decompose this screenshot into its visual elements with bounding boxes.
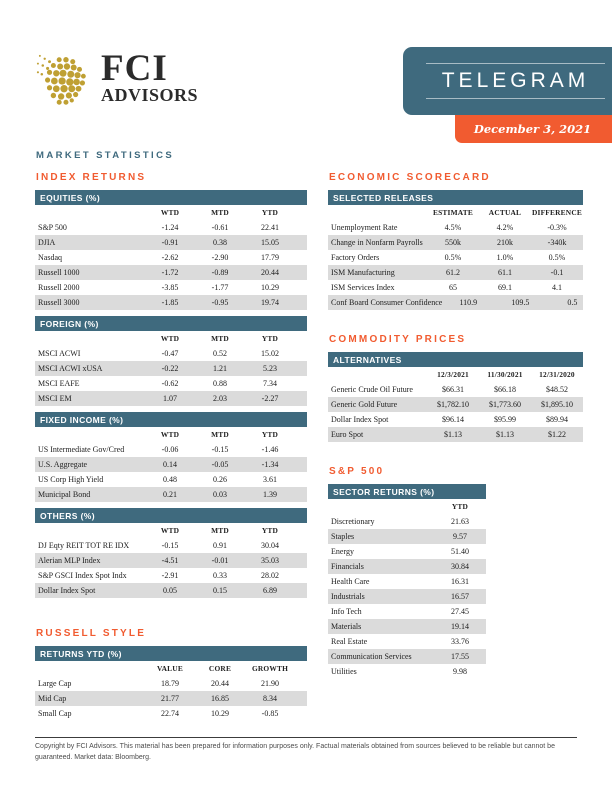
row-label: Russell 3000 bbox=[38, 298, 80, 307]
cell-value: $96.14 bbox=[442, 415, 464, 424]
table-row bbox=[328, 574, 486, 589]
cell-value: -0.3% bbox=[547, 223, 567, 232]
cell-value: -2.62 bbox=[161, 253, 179, 262]
table-row bbox=[328, 280, 583, 295]
row-label: MSCI ACWI xUSA bbox=[38, 364, 103, 373]
table-row bbox=[328, 250, 583, 265]
table-row bbox=[35, 583, 307, 598]
cell-value: 0.14 bbox=[163, 460, 177, 469]
row-label: Alerian MLP Index bbox=[38, 556, 101, 565]
table-row bbox=[35, 235, 307, 250]
table-row bbox=[35, 553, 307, 568]
column-header-row bbox=[35, 331, 307, 346]
cell-value: 21.90 bbox=[261, 679, 279, 688]
row-label: Industrials bbox=[331, 592, 365, 601]
table-row bbox=[35, 391, 307, 406]
table-header-bar: EQUITIES (%) bbox=[35, 190, 307, 205]
sp500-heading: S&P 500 bbox=[329, 466, 385, 477]
sector-returns-table bbox=[328, 484, 486, 679]
row-label: Communication Services bbox=[331, 652, 412, 661]
row-label: US Intermediate Gov/Cred bbox=[38, 445, 125, 454]
cell-value: 61.1 bbox=[498, 268, 512, 277]
row-label: ISM Services Index bbox=[331, 283, 395, 292]
cell-value: 0.21 bbox=[163, 490, 177, 499]
cell-value: 2.03 bbox=[213, 394, 227, 403]
cell-value: 22.74 bbox=[161, 709, 179, 718]
cell-value: -0.85 bbox=[261, 709, 279, 718]
table-header-bar: OTHERS (%) bbox=[35, 508, 307, 523]
equities-table bbox=[35, 190, 307, 310]
cell-value: 35.03 bbox=[261, 556, 279, 565]
cell-value: 21.63 bbox=[451, 517, 469, 526]
cell-value: 4.5% bbox=[444, 223, 462, 232]
row-label: Unemployment Rate bbox=[331, 223, 398, 232]
table-header-bar: SECTOR RETURNS (%) bbox=[328, 484, 486, 499]
table-row bbox=[35, 472, 307, 487]
column-header: YTD bbox=[261, 526, 279, 535]
row-label: MSCI EM bbox=[38, 394, 72, 403]
cell-value: 15.02 bbox=[261, 349, 279, 358]
fci-globe-icon bbox=[36, 52, 94, 110]
row-label: MSCI EAFE bbox=[38, 379, 80, 388]
table-row bbox=[328, 604, 486, 619]
table-row bbox=[328, 619, 486, 634]
column-header: MTD bbox=[211, 526, 229, 535]
table-row bbox=[35, 376, 307, 391]
row-label: Generic Gold Future bbox=[331, 400, 398, 409]
cell-value: 16.85 bbox=[211, 694, 229, 703]
row-label: US Corp High Yield bbox=[38, 475, 104, 484]
cell-value: 0.05 bbox=[163, 586, 177, 595]
table-row bbox=[35, 442, 307, 457]
column-header: GROWTH bbox=[251, 664, 289, 673]
column-header-row bbox=[35, 205, 307, 220]
cell-value: -1.46 bbox=[261, 445, 279, 454]
cell-value: 4.1 bbox=[552, 283, 562, 292]
table-row bbox=[328, 265, 583, 280]
cell-value: 0.91 bbox=[213, 541, 227, 550]
cell-value: 0.5% bbox=[548, 253, 566, 262]
row-label: Mid Cap bbox=[38, 694, 67, 703]
cell-value: -1.85 bbox=[161, 298, 179, 307]
logo-name: FCI bbox=[101, 48, 168, 89]
table-row bbox=[328, 529, 486, 544]
table-row bbox=[35, 295, 307, 310]
column-header-row bbox=[328, 499, 486, 514]
table-row bbox=[328, 397, 583, 412]
cell-value: 30.84 bbox=[451, 562, 469, 571]
cell-value: 16.31 bbox=[451, 577, 469, 586]
cell-value: $1,773.60 bbox=[489, 400, 521, 409]
logo-wordmark bbox=[101, 48, 199, 106]
table-row bbox=[328, 412, 583, 427]
cell-value: 4.2% bbox=[496, 223, 514, 232]
row-label: Nasdaq bbox=[38, 253, 62, 262]
column-header: WTD bbox=[160, 208, 180, 217]
cell-value: 210k bbox=[497, 238, 513, 247]
cell-value: 9.98 bbox=[453, 667, 467, 676]
cell-value: -1.34 bbox=[261, 460, 279, 469]
column-header: MTD bbox=[211, 334, 229, 343]
cell-value: -0.89 bbox=[211, 268, 229, 277]
cell-value: 22.41 bbox=[261, 223, 279, 232]
column-header: VALUE bbox=[157, 664, 183, 673]
logo-subname: ADVISORS bbox=[101, 85, 199, 105]
table-row bbox=[328, 382, 583, 397]
cell-value: 61.2 bbox=[446, 268, 460, 277]
cell-value: $89.94 bbox=[546, 415, 568, 424]
table-row bbox=[35, 280, 307, 295]
cell-value: 30.04 bbox=[261, 541, 279, 550]
russell-style-heading: RUSSELL STYLE bbox=[36, 628, 147, 639]
selected-releases-table bbox=[328, 190, 583, 310]
cell-value: 17.79 bbox=[261, 253, 279, 262]
row-label: Large Cap bbox=[38, 679, 72, 688]
column-header: WTD bbox=[160, 526, 180, 535]
table-row bbox=[328, 589, 486, 604]
copyright-disclaimer: Copyright by FCI Advisors. This material has been prepared for information purposes only. Factual materials obtained from sources believed to be reliable but cannot be guaranteed. Market data: Bloomberg. bbox=[35, 737, 577, 763]
column-header-row bbox=[328, 205, 583, 220]
cell-value: 110.9 bbox=[459, 298, 478, 307]
row-label: Staples bbox=[331, 532, 355, 541]
cell-value: 69.1 bbox=[498, 283, 512, 292]
column-header: 12/3/2021 bbox=[437, 370, 469, 379]
cell-value: $1.22 bbox=[548, 430, 566, 439]
row-label: Small Cap bbox=[38, 709, 72, 718]
column-header: ACTUAL bbox=[488, 208, 522, 217]
cell-value: 0.48 bbox=[163, 475, 177, 484]
telegram-banner bbox=[403, 47, 612, 115]
cell-value: 0.5 bbox=[567, 298, 578, 307]
cell-value: 1.21 bbox=[213, 364, 227, 373]
column-header-row bbox=[35, 661, 307, 676]
row-label: Change in Nonfarm Payrolls bbox=[331, 238, 423, 247]
cell-value: -2.91 bbox=[161, 571, 179, 580]
cell-value: -3.85 bbox=[161, 283, 179, 292]
table-row bbox=[328, 220, 583, 235]
cell-value: $1.13 bbox=[444, 430, 462, 439]
cell-value: -1.77 bbox=[211, 283, 229, 292]
row-label: Info Tech bbox=[331, 607, 362, 616]
cell-value: 20.44 bbox=[261, 268, 279, 277]
table-row bbox=[35, 457, 307, 472]
cell-value: 51.40 bbox=[451, 547, 469, 556]
column-header-row bbox=[35, 523, 307, 538]
cell-value: 27.45 bbox=[451, 607, 469, 616]
cell-value: -0.47 bbox=[161, 349, 179, 358]
row-label: Utilities bbox=[331, 667, 357, 676]
cell-value: 0.03 bbox=[213, 490, 227, 499]
table-row bbox=[35, 487, 307, 502]
table-row bbox=[328, 664, 486, 679]
row-label: U.S. Aggregate bbox=[38, 460, 88, 469]
row-label: S&P 500 bbox=[38, 223, 67, 232]
cell-value: 20.44 bbox=[211, 679, 229, 688]
row-label: S&P GSCI Index Spot Indx bbox=[38, 571, 127, 580]
cell-value: $66.31 bbox=[442, 385, 464, 394]
cell-value: 0.38 bbox=[213, 238, 227, 247]
cell-value: 65 bbox=[449, 283, 457, 292]
table-row bbox=[35, 568, 307, 583]
right-column bbox=[328, 172, 583, 685]
column-header: YTD bbox=[451, 502, 469, 511]
table-row bbox=[328, 427, 583, 442]
table-row bbox=[35, 250, 307, 265]
row-label: ISM Manufacturing bbox=[331, 268, 395, 277]
column-header: YTD bbox=[261, 430, 279, 439]
cell-value: -340k bbox=[547, 238, 567, 247]
left-column bbox=[35, 172, 307, 727]
cell-value: 1.39 bbox=[263, 490, 277, 499]
cell-value: 0.52 bbox=[213, 349, 227, 358]
cell-value: 9.57 bbox=[453, 532, 467, 541]
row-label: Materials bbox=[331, 622, 362, 631]
row-label: Health Care bbox=[331, 577, 370, 586]
cell-value: 18.79 bbox=[161, 679, 179, 688]
cell-value: -0.91 bbox=[161, 238, 179, 247]
cell-value: $48.52 bbox=[546, 385, 568, 394]
cell-value: $66.18 bbox=[494, 385, 516, 394]
table-row bbox=[35, 706, 307, 721]
column-header: ESTIMATE bbox=[432, 208, 474, 217]
cell-value: 3.61 bbox=[263, 475, 277, 484]
row-label: Euro Spot bbox=[331, 430, 364, 439]
cell-value: 1.0% bbox=[496, 253, 514, 262]
cell-value: 28.02 bbox=[261, 571, 279, 580]
fci-advisors-logo bbox=[36, 48, 199, 110]
cell-value: 0.88 bbox=[213, 379, 227, 388]
cell-value: -0.22 bbox=[161, 364, 179, 373]
row-label: Factory Orders bbox=[331, 253, 380, 262]
cell-value: -0.01 bbox=[211, 556, 229, 565]
column-header: YTD bbox=[261, 208, 279, 217]
row-label: Russell 1000 bbox=[38, 268, 80, 277]
cell-value: 7.34 bbox=[263, 379, 277, 388]
table-row bbox=[328, 634, 486, 649]
cell-value: 17.55 bbox=[451, 652, 469, 661]
column-header: 12/31/2020 bbox=[539, 370, 575, 379]
cell-value: -0.1 bbox=[550, 268, 564, 277]
foreign-table bbox=[35, 316, 307, 406]
economic-scorecard-heading: ECONOMIC SCORECARD bbox=[329, 172, 491, 183]
cell-value: 0.15 bbox=[213, 586, 227, 595]
row-label: Energy bbox=[331, 547, 354, 556]
cell-value: 33.76 bbox=[451, 637, 469, 646]
row-label: Dollar Index Spot bbox=[38, 586, 96, 595]
table-row bbox=[35, 346, 307, 361]
table-row bbox=[328, 514, 486, 529]
cell-value: 8.34 bbox=[263, 694, 277, 703]
fixed-income-table bbox=[35, 412, 307, 502]
column-header: 11/30/2021 bbox=[487, 370, 523, 379]
telegram-banner-label: TELEGRAM bbox=[426, 63, 606, 99]
table-header-bar: FOREIGN (%) bbox=[35, 316, 307, 331]
column-header: WTD bbox=[160, 334, 180, 343]
column-header: CORE bbox=[208, 664, 232, 673]
page-title: MARKET STATISTICS bbox=[36, 150, 175, 161]
cell-value: -0.05 bbox=[211, 460, 229, 469]
table-row bbox=[328, 649, 486, 664]
column-header: YTD bbox=[261, 334, 279, 343]
cell-value: 5.23 bbox=[263, 364, 277, 373]
row-label: MSCI ACWI bbox=[38, 349, 81, 358]
column-header-row bbox=[35, 427, 307, 442]
table-row bbox=[35, 676, 307, 691]
row-label: DJIA bbox=[38, 238, 56, 247]
row-label: Russell 2000 bbox=[38, 283, 80, 292]
column-header: DIFFERENCE bbox=[531, 208, 583, 217]
cell-value: -0.61 bbox=[211, 223, 229, 232]
cell-value: 10.29 bbox=[261, 283, 279, 292]
cell-value: $1,895.10 bbox=[541, 400, 573, 409]
table-row bbox=[328, 544, 486, 559]
cell-value: $95.99 bbox=[494, 415, 516, 424]
row-label: DJ Eqty REIT TOT RE IDX bbox=[38, 541, 130, 550]
column-header: MTD bbox=[211, 208, 229, 217]
alternatives-table bbox=[328, 352, 583, 442]
cell-value: 16.57 bbox=[451, 592, 469, 601]
row-label: Dollar Index Spot bbox=[331, 415, 389, 424]
cell-value: -1.24 bbox=[161, 223, 179, 232]
cell-value: 10.29 bbox=[211, 709, 229, 718]
table-row bbox=[35, 691, 307, 706]
row-label: Discretionary bbox=[331, 517, 375, 526]
cell-value: 0.5% bbox=[444, 253, 462, 262]
table-header-bar: ALTERNATIVES bbox=[328, 352, 583, 367]
column-header: MTD bbox=[211, 430, 229, 439]
cell-value: -0.15 bbox=[211, 445, 229, 454]
row-label: Real Estate bbox=[331, 637, 368, 646]
table-row bbox=[35, 361, 307, 376]
cell-value: 550k bbox=[445, 238, 461, 247]
table-row bbox=[328, 295, 583, 310]
table-header-bar: FIXED INCOME (%) bbox=[35, 412, 307, 427]
cell-value: 19.74 bbox=[261, 298, 279, 307]
cell-value: $1.13 bbox=[496, 430, 514, 439]
row-label: Financials bbox=[331, 562, 364, 571]
column-header-row bbox=[328, 367, 583, 382]
table-header-bar: SELECTED RELEASES bbox=[328, 190, 583, 205]
others-table bbox=[35, 508, 307, 598]
table-row bbox=[35, 265, 307, 280]
cell-value: 21.77 bbox=[161, 694, 179, 703]
cell-value: 1.07 bbox=[163, 394, 177, 403]
cell-value: 0.26 bbox=[213, 475, 227, 484]
cell-value: -0.15 bbox=[161, 541, 179, 550]
cell-value: -0.06 bbox=[161, 445, 179, 454]
table-row bbox=[328, 559, 486, 574]
cell-value: -0.62 bbox=[161, 379, 179, 388]
row-label: Municipal Bond bbox=[38, 490, 91, 499]
cell-value: 109.5 bbox=[511, 298, 530, 307]
cell-value: $1,782.10 bbox=[437, 400, 469, 409]
cell-value: 0.33 bbox=[213, 571, 227, 580]
cell-value: -0.95 bbox=[211, 298, 229, 307]
russell-style-table bbox=[35, 646, 307, 721]
cell-value: -2.27 bbox=[261, 394, 279, 403]
table-row bbox=[328, 235, 583, 250]
row-label: Conf Board Consumer Confidence bbox=[331, 298, 443, 307]
table-header-bar: RETURNS YTD (%) bbox=[35, 646, 307, 661]
cell-value: 6.89 bbox=[263, 586, 277, 595]
row-label: Generic Crude Oil Future bbox=[331, 385, 413, 394]
cell-value: 15.05 bbox=[261, 238, 279, 247]
table-row bbox=[35, 220, 307, 235]
cell-value: -2.90 bbox=[211, 253, 229, 262]
commodity-prices-heading: COMMODITY PRICES bbox=[329, 334, 467, 345]
cell-value: 19.14 bbox=[451, 622, 469, 631]
date-ribbon: December 3, 2021 bbox=[455, 115, 612, 143]
table-row bbox=[35, 538, 307, 553]
cell-value: -4.51 bbox=[161, 556, 179, 565]
column-header: WTD bbox=[160, 430, 180, 439]
cell-value: -1.72 bbox=[161, 268, 179, 277]
index-returns-heading: INDEX RETURNS bbox=[36, 172, 147, 183]
